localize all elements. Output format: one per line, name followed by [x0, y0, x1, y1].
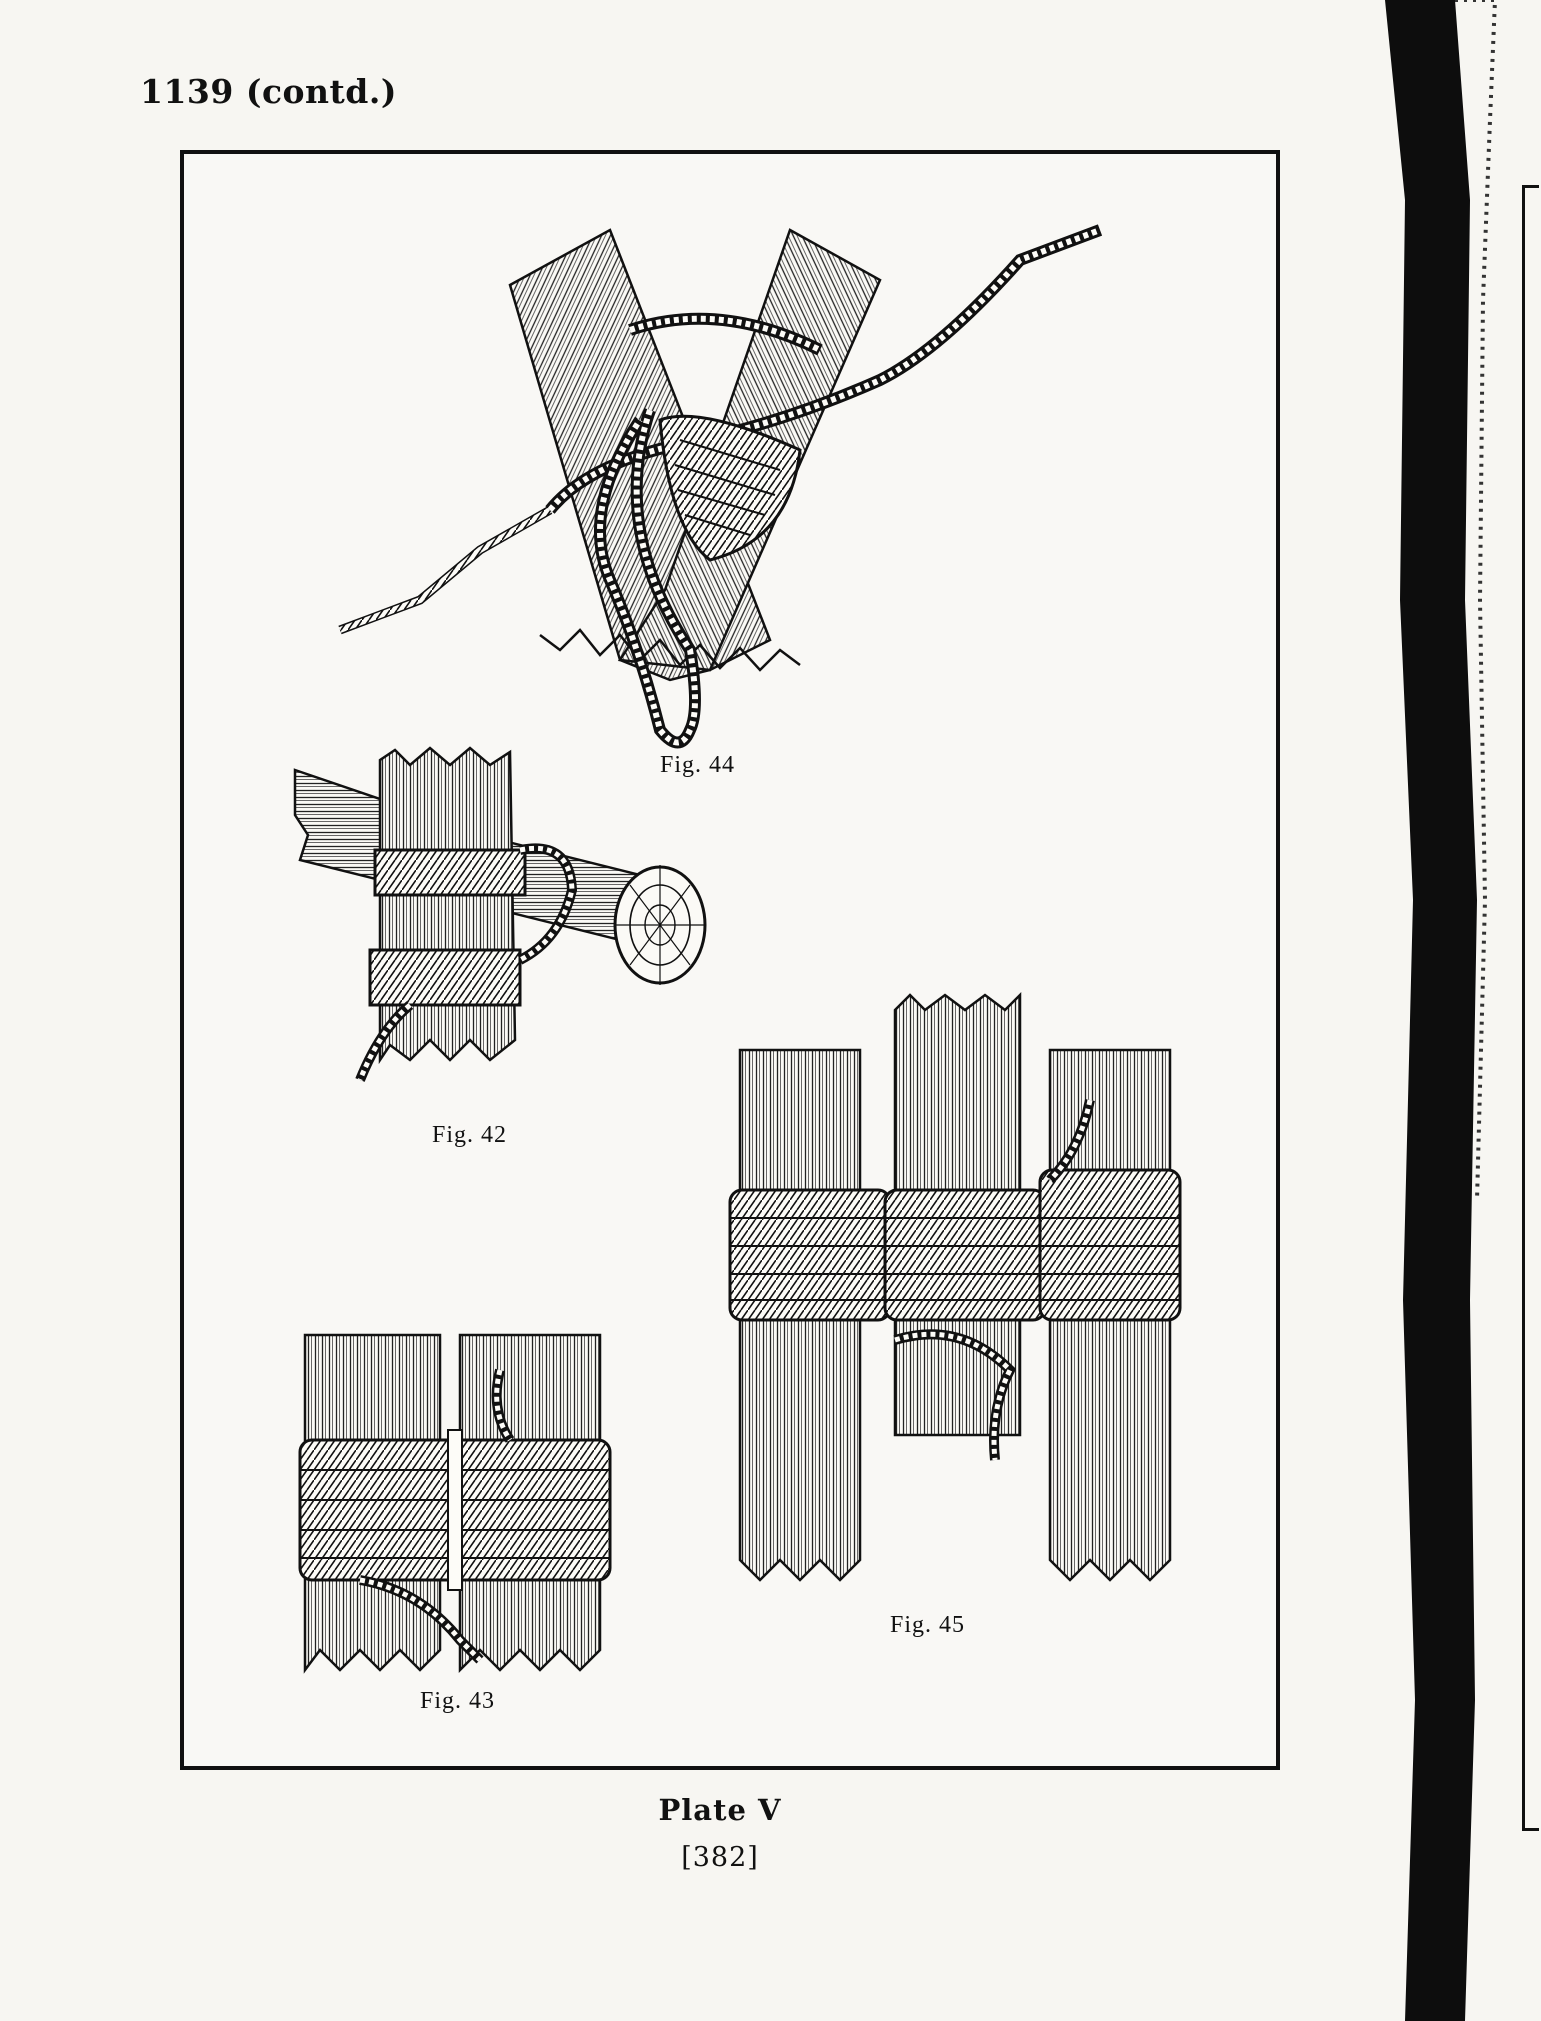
fig-44-caption: Fig. 44: [660, 752, 736, 778]
fig-42-caption: Fig. 42: [432, 1122, 508, 1148]
page-header: 1139 (contd.): [140, 72, 397, 111]
fig-43-caption: Fig. 43: [420, 1688, 496, 1714]
page-edge-bracket: [1522, 185, 1539, 1831]
fig-43-illustration: [300, 1330, 630, 1680]
plate-title: Plate V: [658, 1793, 782, 1827]
fig-45-caption: Fig. 45: [890, 1612, 966, 1638]
page-number: [382]: [681, 1842, 759, 1873]
fig-42-illustration: [290, 740, 710, 1110]
fig-44-illustration: [320, 210, 1120, 770]
fig-45-illustration: [720, 990, 1180, 1590]
binding-shadow: [1385, 0, 1541, 2021]
